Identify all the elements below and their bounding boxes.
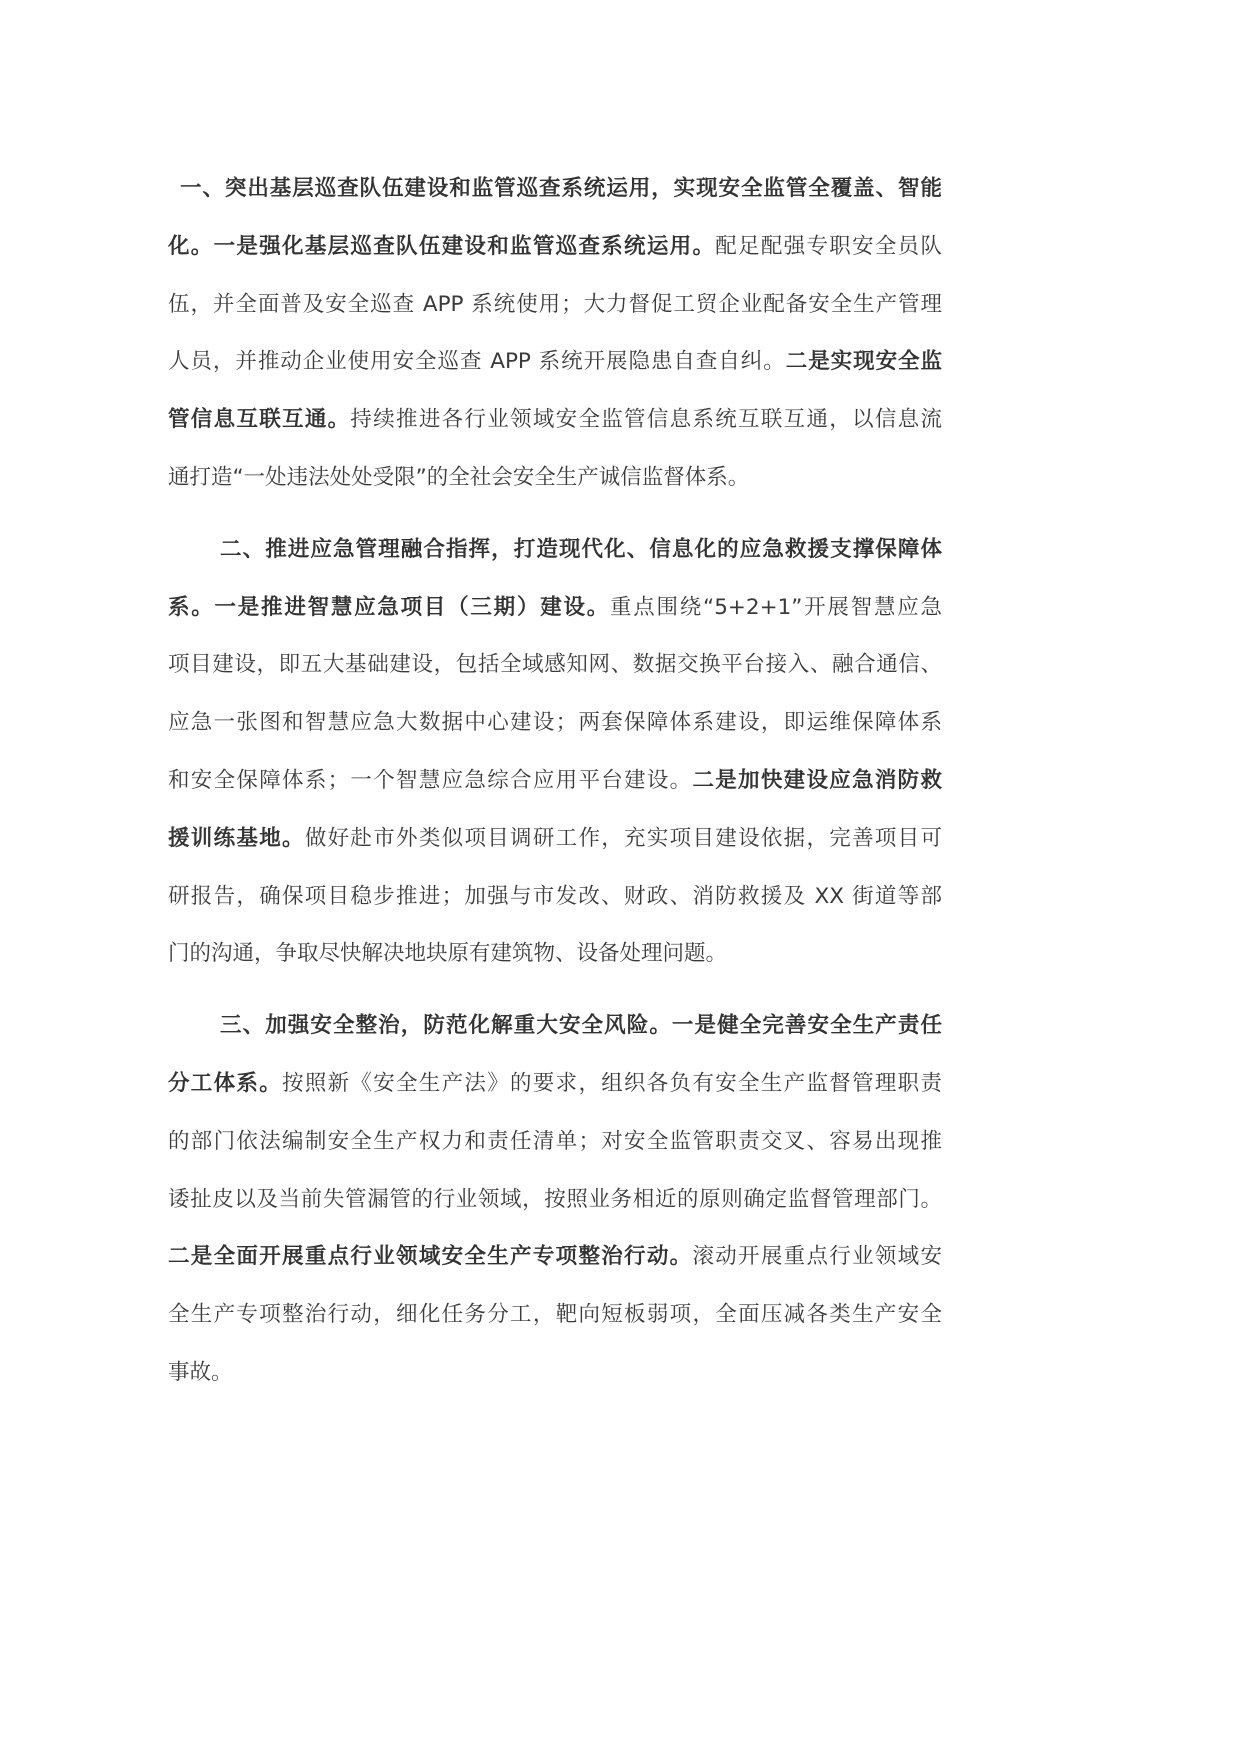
text-line	[168, 579, 942, 637]
bold-text: 二是实现安全监	[785, 349, 942, 375]
text-line	[168, 1171, 942, 1229]
body-text: 做好赴市外类似项目调研工作，充实项目建设依据，完善项目可	[304, 825, 942, 851]
text-line	[168, 521, 942, 579]
text-line	[168, 333, 942, 391]
text-line	[168, 997, 942, 1055]
body-text: 事故。	[168, 1359, 233, 1385]
body-text: 的部门依法编制安全生产权力和责任清单；对安全监管职责交叉、容易出现推	[168, 1128, 942, 1154]
body-text: 配足配强专职安全员队	[715, 233, 942, 259]
bold-text: 系。一是推进智慧应急项目（三期）建设。	[168, 594, 610, 620]
body-text: 按照新《安全生产法》的要求，组织各负有安全生产监督管理职责	[282, 1070, 942, 1096]
bold-text: 二是全面开展重点行业领域安全生产专项整治行动。	[168, 1244, 693, 1270]
body-text: 全生产专项整治行动，细化任务分工，靶向短板弱项，全面压减各类生产安全	[168, 1302, 942, 1328]
text-line	[168, 925, 942, 983]
body-text: 门的沟通，争取尽快解决地块原有建筑物、设备处理问题。	[168, 941, 728, 967]
text-line	[168, 276, 942, 334]
body-text: 应急一张图和智慧应急大数据中心建设；两套保障体系建设，即运维保障体系	[168, 710, 942, 736]
bold-text: 二、推进应急管理融合指挥，打造现代化、信息化的应急救援支撑保障体	[220, 536, 942, 562]
text-line	[168, 1228, 942, 1286]
text-line	[168, 218, 942, 276]
text-line	[168, 1113, 942, 1171]
body-text: 滚动开展重点行业领域安	[692, 1244, 942, 1270]
body-text: 人员，并推动企业使用安全巡查 APP 系统开展隐患自查自纠。	[168, 349, 786, 375]
text-line	[168, 391, 942, 449]
document-page	[168, 160, 942, 1416]
bold-text: 分工体系。	[168, 1070, 283, 1096]
paragraph	[168, 160, 942, 507]
body-text: 通打造“一处违法处处受限”的全社会安全生产诚信监督体系。	[168, 464, 750, 490]
paragraph	[168, 521, 942, 983]
body-text: 伍，并全面普及安全巡查 APP 系统使用；大力督促工贸企业配备安全生产管理	[168, 291, 942, 317]
bold-text: 援训练基地。	[168, 825, 305, 851]
body-text: 诿扯皮以及当前失管漏管的行业领域，按照业务相近的原则确定监督管理部门。	[168, 1186, 942, 1212]
body-text: 持续推进各行业领域安全监管信息系统互联互通，以信息流	[350, 407, 942, 433]
text-line	[168, 868, 942, 926]
bold-text: 管信息互联互通。	[168, 407, 351, 433]
text-line	[168, 160, 942, 218]
bold-text: 一、突出基层巡查队伍建设和监管巡查系统运用，实现安全监管全覆盖、智能	[180, 176, 942, 201]
body-text: 研报告，确保项目稳步推进；加强与市发改、财政、消防救援及 XX 街道等部	[168, 883, 942, 909]
text-line	[168, 1055, 942, 1113]
text-line	[168, 752, 942, 810]
bold-text: 二是加快建设应急消防救	[692, 767, 942, 793]
bold-text: 三、加强安全整治，防范化解重大安全风险。一是健全完善安全生产责任	[220, 1013, 942, 1039]
paragraph	[168, 997, 942, 1402]
text-line	[168, 449, 942, 507]
text-line	[168, 810, 942, 868]
bold-text: 化。一是强化基层巡查队伍建设和监管巡查系统运用。	[168, 233, 716, 259]
body-text: 和安全保障体系；一个智慧应急综合应用平台建设。	[168, 767, 693, 793]
text-line	[168, 1286, 942, 1344]
body-text: 重点围绕“5+2+1”开展智慧应急	[610, 594, 942, 620]
text-line	[168, 636, 942, 694]
text-line	[168, 1344, 942, 1402]
text-line	[168, 694, 942, 752]
body-text: 项目建设，即五大基础建设，包括全域感知网、数据交换平台接入、融合通信、	[168, 652, 942, 678]
